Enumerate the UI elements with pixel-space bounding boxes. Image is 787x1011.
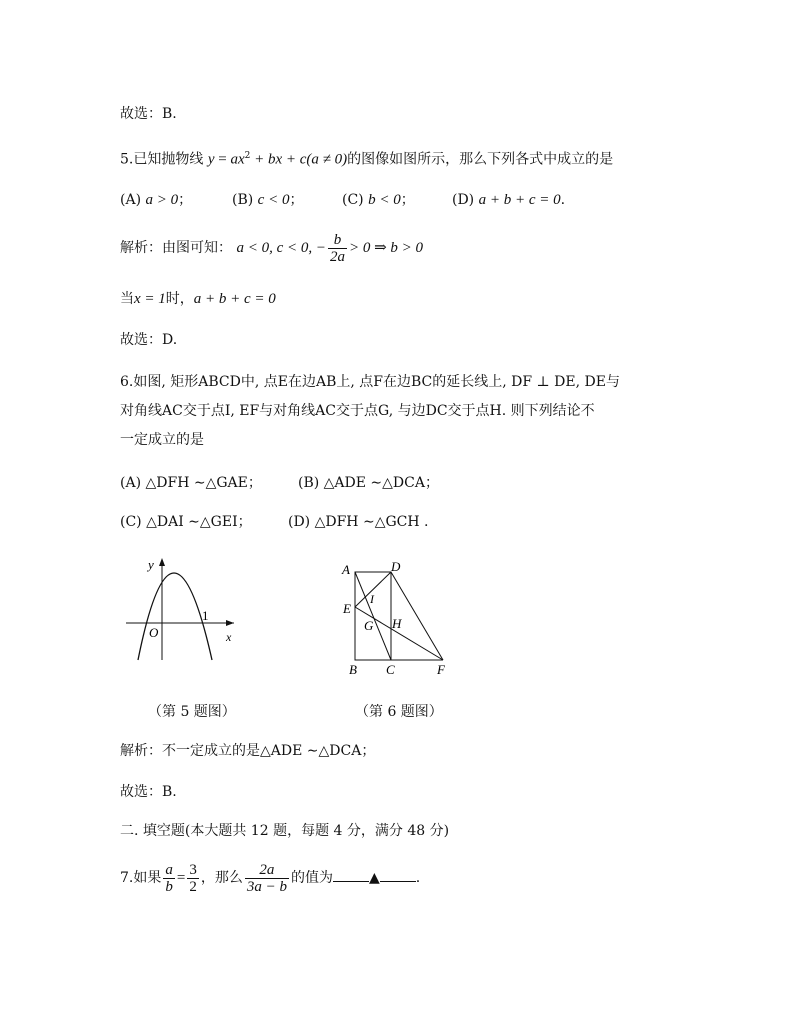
answer-blank-left xyxy=(333,869,369,882)
answer-line-prev xyxy=(120,104,177,124)
q7-fraction-3-2 xyxy=(187,862,199,895)
sol5b-x: x = 1 xyxy=(134,291,166,307)
solution-5 xyxy=(120,230,423,266)
q6-option-b: (B) △ADE ∼△DCA； xyxy=(298,475,439,491)
q6-line3-text: 一定成立的是 xyxy=(120,432,204,448)
y-axis-label: y xyxy=(148,557,154,572)
figure-6-caption: （第 6 题图） xyxy=(355,704,443,720)
x-axis-arrow-icon xyxy=(226,620,234,626)
question-7 xyxy=(120,858,420,898)
solution-6 xyxy=(120,741,375,761)
q5-option-d-end: . xyxy=(560,192,566,208)
q5-option-a-end: ； xyxy=(178,192,193,208)
sol5b-expr: a + b + c = 0 xyxy=(193,291,276,307)
question-6-line2 xyxy=(120,401,595,421)
q5-option-c-expr: b < 0 xyxy=(368,192,401,208)
q5-option-c xyxy=(342,190,415,210)
q7-fraction-expr xyxy=(245,862,289,895)
q7-suffix: 的值为 xyxy=(290,870,333,886)
sol5-expr1: a < 0, c < 0, − xyxy=(236,240,326,256)
q7-prefix: 7.如果 xyxy=(120,870,162,886)
q7-end: . xyxy=(415,870,421,886)
q5-option-b-label: (B) xyxy=(232,192,254,208)
origin-label: O xyxy=(149,625,159,640)
q5-option-b-expr: c < 0 xyxy=(257,192,290,208)
figure-5-parabola xyxy=(118,552,248,662)
answer-6 xyxy=(120,782,177,802)
q5-eq-ax: ax xyxy=(230,151,245,168)
q6-option-c: (C) △DAI ∼△GEI； xyxy=(120,514,252,530)
q5-option-c-end: ； xyxy=(400,192,415,208)
q6-option-a: (A) △DFH ∼△GAE； xyxy=(120,475,262,491)
question-6-line3 xyxy=(120,430,204,450)
q6-options-row1 xyxy=(120,473,620,493)
point-g-label: G xyxy=(364,618,374,633)
q5-option-a-expr: a > 0 xyxy=(145,192,179,208)
q5-option-b-end: ； xyxy=(289,192,304,208)
solution-5b xyxy=(120,289,276,309)
q6-option-d: (D) △DFH ∼△GCH . xyxy=(288,514,429,530)
q7-eq: = xyxy=(176,870,186,886)
q5-option-d-label: (D) xyxy=(452,192,475,208)
point-h-label: H xyxy=(392,616,402,631)
q5-eq-sup: 2 xyxy=(244,151,251,161)
q5-option-a-label: (A) xyxy=(120,192,142,208)
point-f-label: F xyxy=(437,662,445,677)
answer-text: 故选：B. xyxy=(120,106,177,122)
figure-6-rectangle xyxy=(335,556,455,678)
root-one-label: 1 xyxy=(202,608,209,623)
q7-f2-den: 2 xyxy=(189,878,197,895)
sol5-frac-den: 2a xyxy=(329,248,345,265)
sol5-fraction xyxy=(328,232,347,265)
point-d-label: D xyxy=(391,559,401,574)
solution-6-text: 解析：不一定成立的是△ADE ∼△DCA； xyxy=(120,743,376,759)
parabola-curve xyxy=(138,573,212,660)
q5-option-b xyxy=(232,190,303,210)
q5-eq-bx: + bx + c xyxy=(250,151,307,168)
q6-line2-text: 对角线AC交于点I, EF与对角线AC交于点G, 与边DC交于点H. 则下列结论不 xyxy=(120,403,595,419)
q7-mid: ，那么 xyxy=(200,870,243,886)
q5-option-a xyxy=(120,190,192,210)
point-a-label: A xyxy=(342,562,350,577)
sol5-expr2: > 0 ⇒ b > 0 xyxy=(348,240,424,256)
x-axis-label: x xyxy=(226,630,232,644)
answer-6-text: 故选：B. xyxy=(120,784,177,800)
q5-eq-eq: = xyxy=(214,151,231,168)
section-2-text: 二. 填空题(本大题共 12 题，每题 4 分，满分 48 分) xyxy=(120,823,450,839)
q5-suffix: 的图像如图所示，那么下列各式中成立的是 xyxy=(347,151,614,168)
point-e-label: E xyxy=(343,601,351,616)
sol5-prefix: 解析：由图可知： xyxy=(120,240,232,256)
q7-f3-num: 2a xyxy=(245,862,289,879)
q5-eq-cond: (a ≠ 0) xyxy=(306,151,348,168)
sol5b-prefix: 当 xyxy=(120,291,134,307)
q7-fraction-a-b xyxy=(163,862,175,895)
figure-5-caption: （第 5 题图） xyxy=(148,704,236,720)
q6-options-row2 xyxy=(120,512,620,532)
question-6-line1 xyxy=(120,372,620,392)
triangle-icon: ▲ xyxy=(368,870,380,886)
sol5b-mid: 时， xyxy=(165,291,194,307)
q7-f1-num: a xyxy=(165,861,173,878)
q5-option-d xyxy=(452,190,565,210)
q5-option-d-expr: a + b + c = 0 xyxy=(478,192,561,208)
point-i-label: I xyxy=(370,592,374,606)
point-c-label: C xyxy=(386,662,395,677)
q6-line1-text: 6.如图, 矩形ABCD中, 点E在边AB上, 点F在边BC的延长线上, DF ⊥ DE, DE与 xyxy=(120,374,620,390)
q7-f3-den: 3a − b xyxy=(246,878,287,895)
q5-options xyxy=(120,190,680,210)
q7-f2-num: 3 xyxy=(189,861,197,878)
q5-option-c-label: (C) xyxy=(342,192,364,208)
answer-blank-right xyxy=(380,869,416,882)
q5-prefix: 5.已知抛物线 xyxy=(120,151,204,168)
point-b-label: B xyxy=(349,662,357,677)
section-2-heading xyxy=(120,821,449,841)
y-axis-arrow-icon xyxy=(159,558,165,566)
segment-ef xyxy=(355,607,443,660)
answer-5-text: 故选：D. xyxy=(120,332,178,348)
answer-5 xyxy=(120,330,177,350)
sol5-frac-num: b xyxy=(328,232,347,249)
q5-eq-y: y xyxy=(207,151,215,168)
q7-f1-den: b xyxy=(165,878,173,895)
diagonal-ac xyxy=(355,572,391,660)
question-5 xyxy=(120,146,613,170)
